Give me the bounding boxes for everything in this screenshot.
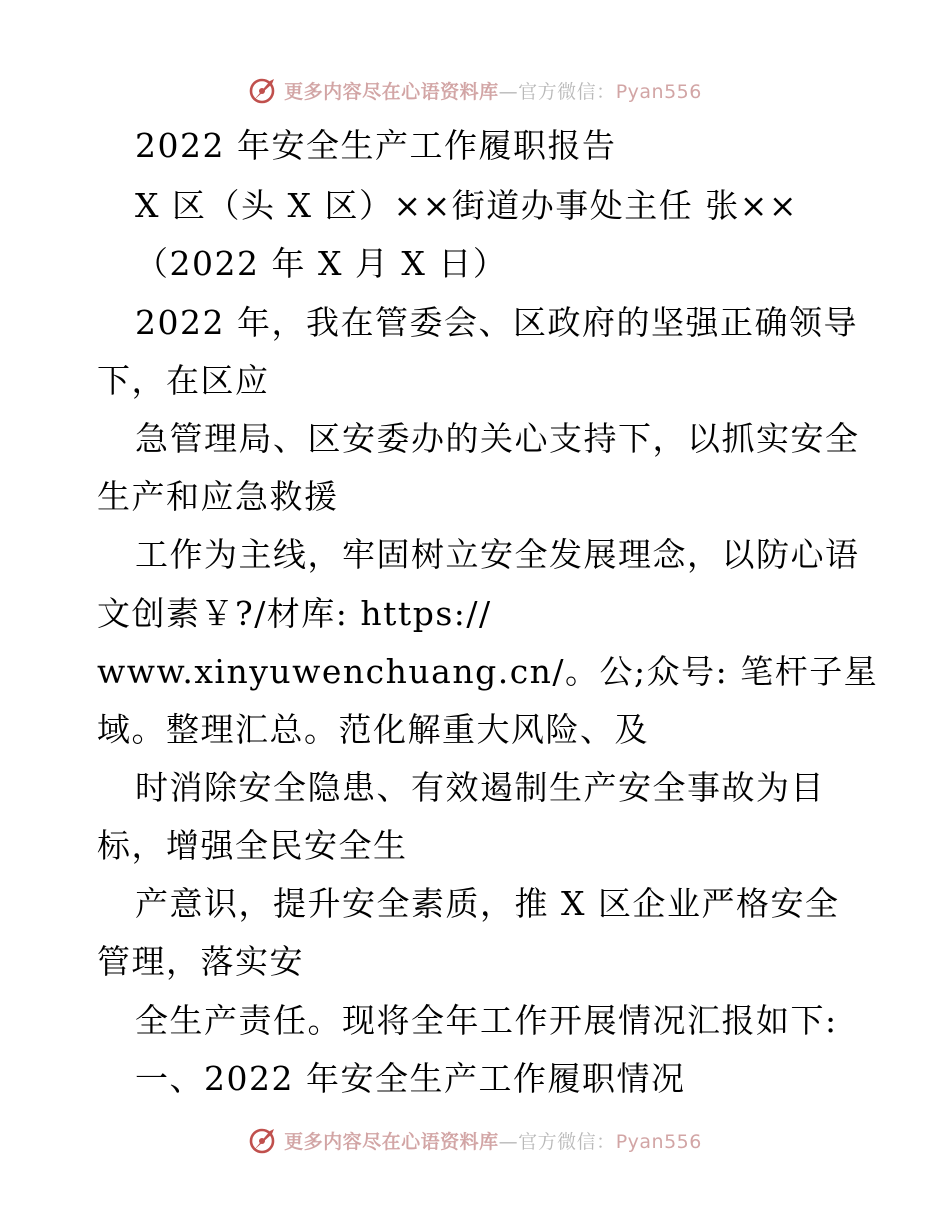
section-heading: 一、2022 年安全生产工作履职情况 (135, 1059, 686, 1098)
watermark-main: 更多内容尽在心语资料库 (284, 80, 499, 103)
paragraph-line: 全生产责任。现将全年工作开展情况汇报如下: (135, 1001, 838, 1040)
paragraph-line: 管理，落实安 (97, 942, 304, 981)
paragraph-line: 标，增强全民安全生 (97, 826, 408, 865)
watermark-account: Pyan556 (615, 80, 702, 103)
watermark-text (284, 77, 702, 104)
watermark-sub: —官方微信： (498, 1130, 616, 1153)
watermark-sub: —官方微信： (498, 80, 616, 103)
quill-logo-icon (248, 75, 278, 105)
paragraph-line: 时消除安全隐患、有效遏制生产安全事故为目 (135, 768, 825, 807)
watermark-main: 更多内容尽在心语资料库 (284, 1130, 499, 1153)
paragraph-line: 2022 年，我在管委会、区政府的坚强正确领导 (135, 303, 858, 342)
paragraph-line: 文创素￥?/材库: https:// (97, 594, 492, 633)
watermark-text (284, 1127, 702, 1154)
quill-logo-icon (248, 1125, 278, 1155)
header-watermark (0, 68, 950, 112)
watermark-account: Pyan556 (615, 1130, 702, 1153)
date-line: （2022 年 X 月 X 日） (135, 244, 508, 283)
author-line: X 区（头 X 区）××街道办事处主任 张×× (135, 186, 799, 225)
paragraph-line: www.xinyuwenchuang.cn/。公;众号: 笔杆子星 (97, 652, 879, 691)
footer-watermark (0, 1118, 950, 1162)
paragraph-line: 工作为主线，牢固树立安全发展理念，以防心语 (135, 535, 860, 574)
paragraph-line: 产意识，提升安全素质，推 X 区企业严格安全 (135, 884, 840, 923)
paragraph-line: 急管理局、区安委办的关心支持下，以抓实安全 (135, 419, 860, 458)
paragraph-line: 下，在区应 (97, 361, 270, 400)
paragraph-line: 生产和应急救援 (97, 477, 339, 516)
report-title: 2022 年安全生产工作履职报告 (135, 126, 617, 165)
paragraph-line: 域。整理汇总。范化解重大风险、及 (97, 710, 649, 749)
